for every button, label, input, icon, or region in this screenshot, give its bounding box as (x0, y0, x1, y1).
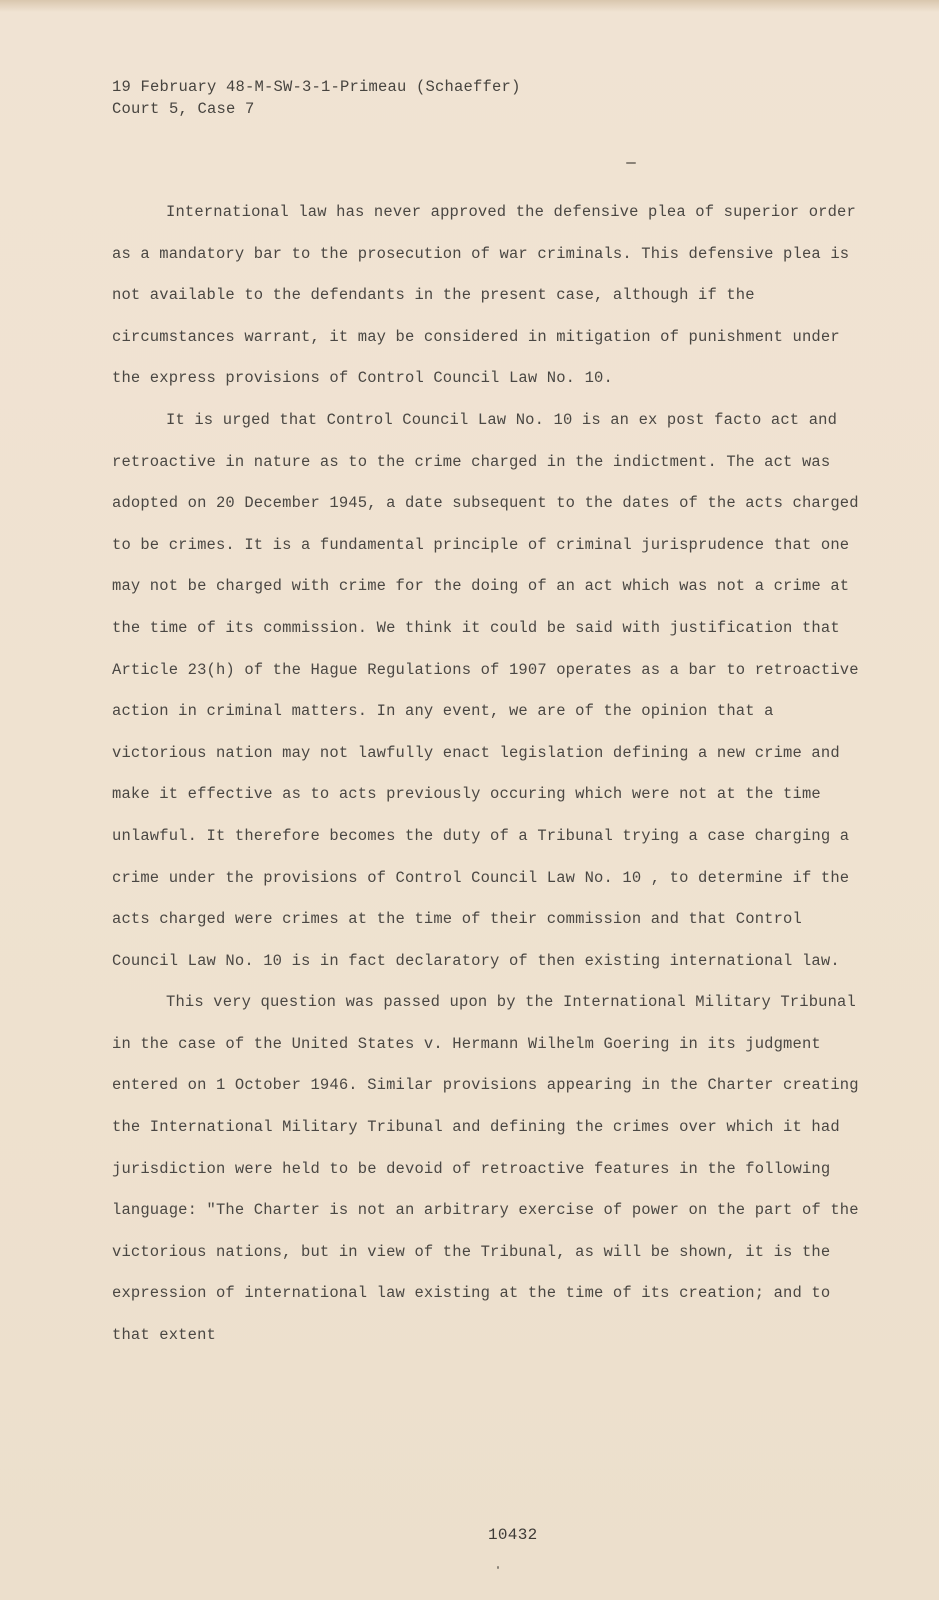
paper-edge-stain (0, 0, 939, 12)
paragraph-ex-post-facto: It is urged that Control Council Law No. 10 is an ex post facto act and retroactive in nature as to the crime charged in the indictment. The act was adopted on 20 December 1945, a date subsequent to the dates of the acts charged to be crimes. It is a fundamental principle of criminal jurisprudence that one may not be charged with crime for the doing of an act which was not a crime at the time of its commission. We think it could be said with justification that Article 23(h) of the Hague Regulations of 1907 operates as a bar to retroactive action in criminal matters. In any event, we are of the opinion that a victorious nation may not lawfully enact legislation defining a new crime and make it effective as to acts previously occuring which were not at the time unlawful. It therefore becomes the duty of a Tribunal trying a case charging a crime under the provisions of Control Council Law No. 10 , to determine if the acts charged were crimes at the time of their commission and that Control Council Law No. 10 is in fact declaratory of then existing international law. (112, 410, 859, 970)
paragraph-imt-judgment: This very question was passed upon by the International Military Tribunal in the case of the United States v. Hermann Wilhelm Goering in its judgment entered on 1 October 1946. Similar provisions appearing in the Charter creating the International Military Tribunal and defining the crimes over which it had jurisdiction were held to be devoid of retroactive features in the following language: "The Charter is not an arbitrary exercise of power on the part of the victorious nations, but in view of the Tribunal, as will be shown, it is the expression of international law existing at the time of its creation; and to that extent (112, 993, 859, 1345)
header-reference-line: 19 February 48-M-SW-3-1-Primeau (Schaeffer) (112, 78, 521, 96)
page-number: 10432 (488, 1526, 538, 1544)
ink-speck (626, 162, 636, 164)
paragraph-superior-order: International law has never approved the defensive plea of superior order as a mandatory bar to the prosecution of war criminals. This defensive plea is not available to the defendants in the present case, although if the circumstances warrant, it may be considered in mitigation of punishment under the express provisions of Control Council Law No. 10. (112, 203, 856, 388)
document-header (112, 76, 521, 120)
ink-speck (497, 1566, 499, 1569)
header-court-line: Court 5, Case 7 (112, 100, 255, 118)
document-body (112, 192, 872, 1357)
